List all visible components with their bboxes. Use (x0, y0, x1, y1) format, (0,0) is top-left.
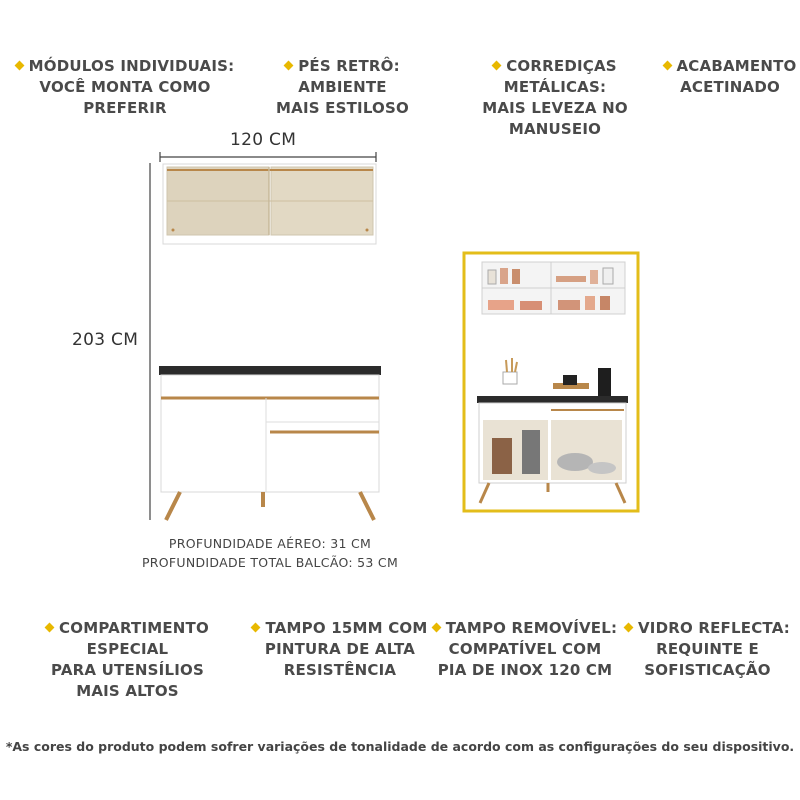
width-dimension-line (160, 152, 376, 162)
kitchen-preview-frame (464, 253, 638, 511)
feature-acabamento: ACABAMENTO ACETINADO (660, 56, 800, 98)
wall-cabinet (163, 164, 376, 244)
depth-aereo: PROFUNDIDADE AÉREO: 31 CM (168, 536, 372, 551)
width-label: 120 CM (230, 130, 297, 150)
feature-pes-retro: PÉS RETRÔ: AMBIENTE MAIS ESTILOSO (276, 57, 409, 117)
depth-balcao: PROFUNDIDADE TOTAL BALCÃO: 53 CM (141, 555, 399, 570)
height-label: 203 CM (72, 330, 139, 350)
feature-corredicas: CORREDIÇAS METÁLICAS: MAIS LEVEZA NO MANUSEIO (482, 57, 628, 138)
feature-tampo-15mm: TAMPO 15MM COM PINTURA DE ALTA RESISTÊNCIA (250, 618, 430, 681)
diamond-bullet-icon (431, 623, 441, 633)
feature-compartimento: COMPARTIMENTO ESPECIAL PARA UTENSÍLIOS MAIS ALTOS (5, 618, 250, 702)
feature-tampo-removivel: TAMPO REMOVÍVEL: COMPATÍVEL COM PIA DE INOX 120 CM (430, 618, 620, 681)
diamond-bullet-icon (624, 623, 634, 633)
diamond-bullet-icon (45, 623, 55, 633)
base-cabinet (159, 366, 381, 520)
feature-vidro-reflecta: VIDRO REFLECTA: REQUINTE E SOFISTICAÇÃO (620, 618, 795, 681)
disclaimer: *As cores do produto podem sofrer variações de tonalidade de acordo com as configurações do seu dispositivo. (5, 739, 795, 754)
diamond-bullet-icon (251, 623, 261, 633)
feature-modulos: MÓDULOS INDIVIDUAIS: VOCÊ MONTA COMO PREFERIR (0, 56, 250, 119)
depth-info (120, 534, 420, 572)
